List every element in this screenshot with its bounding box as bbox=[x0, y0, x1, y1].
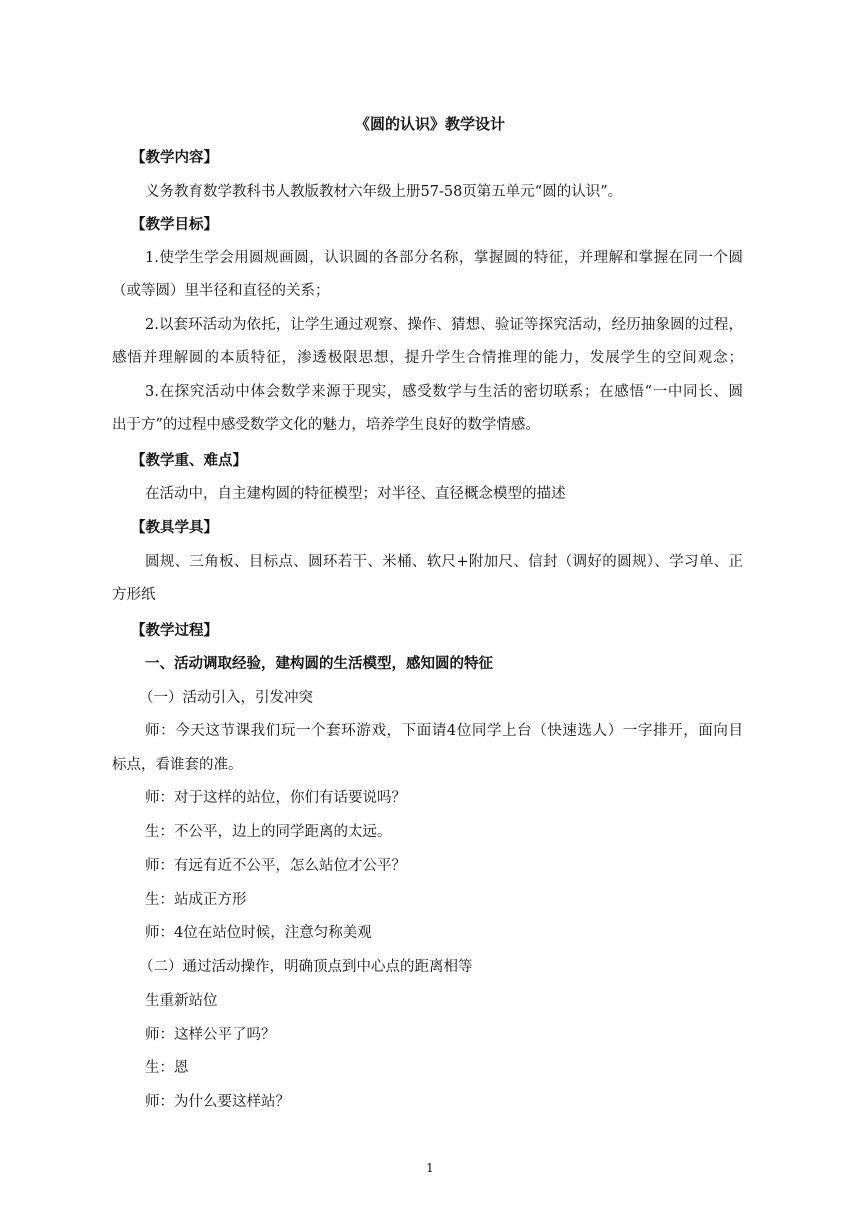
subsection-1-heading: （一）活动引入，引发冲突 bbox=[139, 690, 313, 706]
paragraph-content: 义务教育数学教科书人教版教材六年级上册57-58页第五单元“圆的认识”。 bbox=[145, 184, 623, 200]
tools-line-1: 圆规、三角板、目标点、圆环若干、米桶、软尺+附加尺、信封（调好的圆规）、学习单、正 bbox=[145, 554, 743, 570]
section-heading-key-points: 【教学重、难点】 bbox=[131, 452, 247, 469]
paragraph-key-points: 在活动中，自主建构圆的特征模型；对半径、直径概念模型的描述 bbox=[145, 486, 566, 502]
goal-2-line-1: 2.以套环活动为依托，让学生通过观察、操作、猜想、验证等探究活动，经历抽象圆的过程， bbox=[145, 317, 743, 333]
section-heading-process: 【教学过程】 bbox=[131, 622, 218, 639]
section-heading-content: 【教学内容】 bbox=[131, 149, 218, 166]
dialogue-line: 师：为什么要这样站？ bbox=[145, 1094, 290, 1110]
dialogue-line: 生重新站位 bbox=[145, 993, 218, 1009]
goal-3-line-2: 出于方”的过程中感受数学文化的魅力，培养学生良好的数学情感。 bbox=[112, 417, 540, 433]
section-1-heading: 一、活动调取经验，建构圆的生活模型，感知圆的特征 bbox=[145, 655, 493, 672]
section-heading-goals: 【教学目标】 bbox=[131, 216, 218, 233]
goal-1-line-1: 1.使学生学会用圆规画圆，认识圆的各部分名称，掌握圆的特征，并理解和掌握在同一个圆 bbox=[145, 250, 743, 266]
page-number: 1 bbox=[426, 1161, 434, 1175]
dialogue-line: 师：4位在站位时候，注意匀称美观 bbox=[145, 925, 372, 941]
goal-1-line-2: （或等圆）里半径和直径的关系； bbox=[112, 283, 330, 299]
dialogue-line: 师：这样公平了吗？ bbox=[145, 1027, 276, 1043]
document-title: 《圆的认识》教学设计 bbox=[354, 115, 505, 133]
dialogue-line: 生：恩 bbox=[145, 1060, 189, 1076]
dialogue-line: 生：站成正方形 bbox=[145, 892, 247, 908]
dialogue-line: 生：不公平，边上的同学距离的太远。 bbox=[145, 824, 392, 840]
goal-2-line-2: 感悟并理解圆的本质特征，渗透极限思想，提升学生合情推理的能力，发展学生的空间观念； bbox=[112, 350, 743, 366]
dialogue-line: 师：对于这样的站位，你们有话要说吗？ bbox=[145, 790, 406, 806]
dialogue-line: 师：有远有近不公平，怎么站位才公平？ bbox=[145, 858, 406, 874]
dialogue-line: 师：今天这节课我们玩一个套环游戏，下面请4位同学上台（快速选人）一字排开，面向目 bbox=[145, 723, 743, 739]
section-heading-tools: 【教具学具】 bbox=[131, 519, 218, 536]
dialogue-line: 标点，看谁套的准。 bbox=[112, 757, 243, 773]
subsection-2-heading: （二）通过活动操作，明确顶点到中心点的距离相等 bbox=[139, 959, 473, 975]
goal-3-line-1: 3.在探究活动中体会数学来源于现实，感受数学与生活的密切联系；在感悟“一中同长、圆 bbox=[145, 384, 743, 400]
tools-line-2: 方形纸 bbox=[112, 587, 156, 603]
